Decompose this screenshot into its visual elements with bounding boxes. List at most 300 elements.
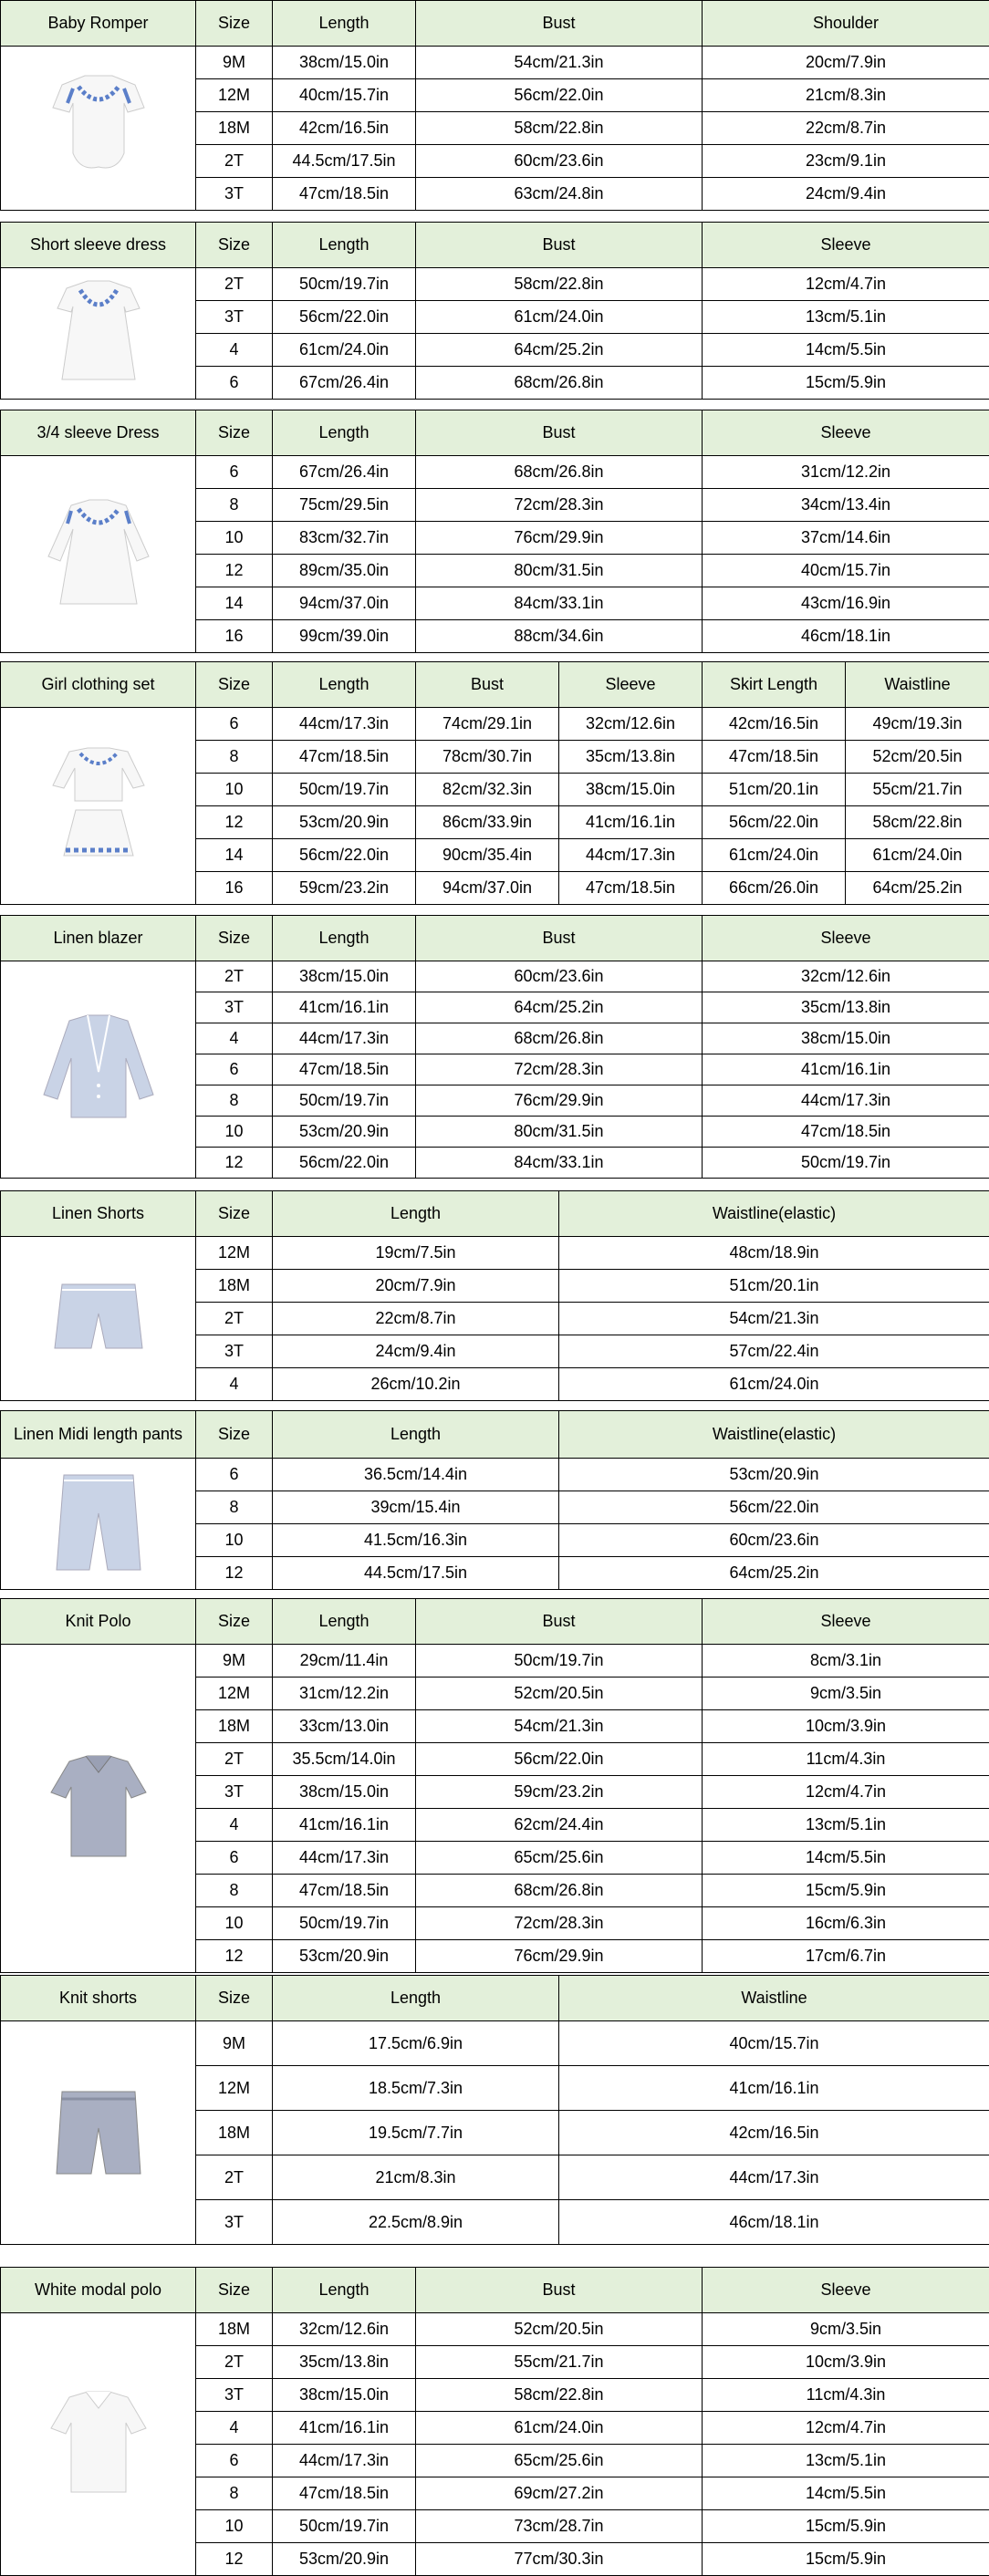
measurement-cell: 58cm/22.8in	[416, 2379, 703, 2412]
measurement-cell: 22cm/8.7in	[703, 112, 989, 145]
measurement-cell: 36.5cm/14.4in	[273, 1459, 559, 1491]
column-header-size: Size	[196, 1411, 273, 1459]
size-cell: 3T	[196, 301, 273, 334]
column-header-size: Size	[196, 916, 273, 961]
column-header-bust: Bust	[416, 410, 703, 456]
measurement-cell: 46cm/18.1in	[559, 2200, 989, 2245]
measurement-cell: 67cm/26.4in	[273, 367, 416, 400]
measurement-cell: 61cm/24.0in	[703, 839, 846, 872]
measurement-cell: 47cm/18.5in	[703, 1117, 989, 1148]
measurement-cell: 32cm/12.6in	[559, 708, 703, 741]
size-cell: 2T	[196, 145, 273, 178]
size-cell: 3T	[196, 992, 273, 1023]
size-cell: 8	[196, 741, 273, 774]
measurement-cell: 40cm/15.7in	[703, 555, 989, 587]
measurement-cell: 94cm/37.0in	[416, 872, 559, 905]
measurement-cell: 47cm/18.5in	[703, 741, 846, 774]
measurement-cell: 32cm/12.6in	[703, 961, 989, 992]
measurement-cell: 57cm/22.4in	[559, 1335, 989, 1368]
measurement-cell: 13cm/5.1in	[703, 2445, 989, 2477]
measurement-cell: 44cm/17.3in	[273, 2445, 416, 2477]
table-header-row	[1, 916, 989, 961]
size-cell: 18M	[196, 1710, 273, 1743]
column-header-bust: Bust	[416, 1, 703, 47]
column-header-bust: Bust	[416, 662, 559, 708]
size-cell: 12M	[196, 1678, 273, 1710]
table-header-row	[1, 1, 989, 47]
measurement-cell: 9cm/3.5in	[703, 2313, 989, 2346]
table-header-row	[1, 223, 989, 268]
size-cell: 4	[196, 334, 273, 367]
column-header-shoulder: Shoulder	[703, 1, 989, 47]
measurement-cell: 9cm/3.5in	[703, 1678, 989, 1710]
size-cell: 6	[196, 1842, 273, 1875]
measurement-cell: 13cm/5.1in	[703, 1809, 989, 1842]
measurement-cell: 48cm/18.9in	[559, 1237, 989, 1270]
measurement-cell: 53cm/20.9in	[559, 1459, 989, 1491]
measurement-cell: 52cm/20.5in	[416, 1678, 703, 1710]
product-name: Linen Midi length pants	[1, 1411, 196, 1459]
measurement-cell: 44.5cm/17.5in	[273, 1557, 559, 1590]
size-cell: 10	[196, 522, 273, 555]
size-cell: 6	[196, 456, 273, 489]
measurement-cell: 76cm/29.9in	[416, 1940, 703, 1973]
table-row	[1, 2313, 989, 2346]
measurement-cell: 78cm/30.7in	[416, 741, 559, 774]
measurement-cell: 56cm/22.0in	[703, 806, 846, 839]
measurement-cell: 38cm/15.0in	[273, 2379, 416, 2412]
measurement-cell: 59cm/23.2in	[273, 872, 416, 905]
size-cell: 9M	[196, 1645, 273, 1678]
column-header-waistline: Waistline	[559, 1976, 989, 2021]
table-header-row	[1, 1191, 989, 1237]
measurement-cell: 47cm/18.5in	[273, 1875, 416, 1907]
measurement-cell: 33cm/13.0in	[273, 1710, 416, 1743]
table-header-row	[1, 1411, 989, 1459]
measurement-cell: 15cm/5.9in	[703, 2543, 989, 2576]
column-header-size: Size	[196, 410, 273, 456]
measurement-cell: 80cm/31.5in	[416, 555, 703, 587]
size-cell: 8	[196, 1085, 273, 1117]
column-header-waistline-elastic: Waistline(elastic)	[559, 1411, 989, 1459]
column-header-waistline-elastic: Waistline(elastic)	[559, 1191, 989, 1237]
measurement-cell: 82cm/32.3in	[416, 774, 559, 806]
size-cell: 10	[196, 2510, 273, 2543]
size-cell: 4	[196, 1368, 273, 1401]
measurement-cell: 64cm/25.2in	[846, 872, 989, 905]
measurement-cell: 61cm/24.0in	[559, 1368, 989, 1401]
measurement-cell: 47cm/18.5in	[273, 178, 416, 211]
measurement-cell: 68cm/26.8in	[416, 367, 703, 400]
product-name: White modal polo	[1, 2268, 196, 2313]
measurement-cell: 24cm/9.4in	[273, 1335, 559, 1368]
size-cell: 4	[196, 1809, 273, 1842]
measurement-cell: 53cm/20.9in	[273, 806, 416, 839]
column-header-sleeve: Sleeve	[559, 662, 703, 708]
measurement-cell: 55cm/21.7in	[416, 2346, 703, 2379]
measurement-cell: 20cm/7.9in	[273, 1270, 559, 1303]
measurement-cell: 68cm/26.8in	[416, 456, 703, 489]
measurement-cell: 42cm/16.5in	[703, 708, 846, 741]
measurement-cell: 19cm/7.5in	[273, 1237, 559, 1270]
measurement-cell: 29cm/11.4in	[273, 1645, 416, 1678]
product-name: Linen blazer	[1, 916, 196, 961]
measurement-cell: 67cm/26.4in	[273, 456, 416, 489]
baby-romper-photo	[1, 47, 196, 211]
measurement-cell: 76cm/29.9in	[416, 1085, 703, 1117]
measurement-cell: 50cm/19.7in	[273, 1907, 416, 1940]
table-row	[1, 708, 989, 741]
short-sleeve-dress-photo	[1, 268, 196, 400]
column-header-length: Length	[273, 2268, 416, 2313]
measurement-cell: 14cm/5.5in	[703, 1842, 989, 1875]
size-cell: 18M	[196, 1270, 273, 1303]
measurement-cell: 14cm/5.5in	[703, 334, 989, 367]
product-name: Girl clothing set	[1, 662, 196, 708]
column-header-bust: Bust	[416, 223, 703, 268]
table-row	[1, 47, 989, 79]
measurement-cell: 10cm/3.9in	[703, 2346, 989, 2379]
measurement-cell: 19.5cm/7.7in	[273, 2111, 559, 2155]
table-header-row	[1, 1976, 989, 2021]
column-header-length: Length	[273, 1, 416, 47]
product-name: 3/4 sleeve Dress	[1, 410, 196, 456]
measurement-cell: 84cm/33.1in	[416, 1148, 703, 1179]
size-cell: 6	[196, 1054, 273, 1085]
measurement-cell: 44cm/17.3in	[273, 1023, 416, 1054]
column-header-skirt-length: Skirt Length	[703, 662, 846, 708]
measurement-cell: 58cm/22.8in	[416, 112, 703, 145]
measurement-cell: 41cm/16.1in	[703, 1054, 989, 1085]
measurement-cell: 47cm/18.5in	[273, 741, 416, 774]
measurement-cell: 13cm/5.1in	[703, 301, 989, 334]
table-row	[1, 2021, 989, 2066]
knit-shorts-photo	[1, 2021, 196, 2245]
measurement-cell: 44cm/17.3in	[559, 2155, 989, 2200]
measurement-cell: 69cm/27.2in	[416, 2477, 703, 2510]
measurement-cell: 34cm/13.4in	[703, 489, 989, 522]
measurement-cell: 84cm/33.1in	[416, 587, 703, 620]
measurement-cell: 50cm/19.7in	[273, 1085, 416, 1117]
table-header-row	[1, 1599, 989, 1645]
measurement-cell: 26cm/10.2in	[273, 1368, 559, 1401]
measurement-cell: 49cm/19.3in	[846, 708, 989, 741]
size-cell: 2T	[196, 2346, 273, 2379]
column-header-size: Size	[196, 662, 273, 708]
measurement-cell: 31cm/12.2in	[273, 1678, 416, 1710]
measurement-cell: 40cm/15.7in	[273, 79, 416, 112]
size-cell: 8	[196, 1875, 273, 1907]
measurement-cell: 56cm/22.0in	[273, 301, 416, 334]
measurement-cell: 35.5cm/14.0in	[273, 1743, 416, 1776]
measurement-cell: 41cm/16.1in	[559, 2066, 989, 2111]
column-header-length: Length	[273, 916, 416, 961]
table-header-row	[1, 662, 989, 708]
column-header-sleeve: Sleeve	[703, 916, 989, 961]
measurement-cell: 66cm/26.0in	[703, 872, 846, 905]
measurement-cell: 94cm/37.0in	[273, 587, 416, 620]
column-header-size: Size	[196, 223, 273, 268]
measurement-cell: 88cm/34.6in	[416, 620, 703, 653]
column-header-length: Length	[273, 1191, 559, 1237]
measurement-cell: 20cm/7.9in	[703, 47, 989, 79]
measurement-cell: 61cm/24.0in	[273, 334, 416, 367]
measurement-cell: 56cm/22.0in	[273, 839, 416, 872]
table-header-row	[1, 2268, 989, 2313]
measurement-cell: 53cm/20.9in	[273, 2543, 416, 2576]
product-name: Linen Shorts	[1, 1191, 196, 1237]
linen-blazer-photo	[1, 961, 196, 1179]
measurement-cell: 35cm/13.8in	[703, 992, 989, 1023]
size-cell: 16	[196, 620, 273, 653]
measurement-cell: 54cm/21.3in	[416, 47, 703, 79]
size-cell: 3T	[196, 2200, 273, 2245]
measurement-cell: 86cm/33.9in	[416, 806, 559, 839]
column-header-length: Length	[273, 410, 416, 456]
measurement-cell: 56cm/22.0in	[559, 1491, 989, 1524]
size-cell: 12	[196, 555, 273, 587]
measurement-cell: 61cm/24.0in	[416, 301, 703, 334]
size-cell: 10	[196, 1117, 273, 1148]
size-cell: 10	[196, 1907, 273, 1940]
measurement-cell: 83cm/32.7in	[273, 522, 416, 555]
measurement-cell: 21cm/8.3in	[273, 2155, 559, 2200]
measurement-cell: 72cm/28.3in	[416, 1907, 703, 1940]
column-header-length: Length	[273, 1411, 559, 1459]
measurement-cell: 44cm/17.3in	[703, 1085, 989, 1117]
measurement-cell: 47cm/18.5in	[273, 2477, 416, 2510]
measurement-cell: 46cm/18.1in	[703, 620, 989, 653]
measurement-cell: 41.5cm/16.3in	[273, 1524, 559, 1557]
measurement-cell: 73cm/28.7in	[416, 2510, 703, 2543]
measurement-cell: 61cm/24.0in	[846, 839, 989, 872]
product-name: Short sleeve dress	[1, 223, 196, 268]
garment-illustration	[35, 1747, 162, 1870]
measurement-cell: 31cm/12.2in	[703, 456, 989, 489]
linen-midi-pants-photo	[1, 1459, 196, 1590]
column-header-sleeve: Sleeve	[703, 1599, 989, 1645]
measurement-cell: 64cm/25.2in	[416, 334, 703, 367]
column-header-bust: Bust	[416, 1599, 703, 1645]
measurement-cell: 60cm/23.6in	[416, 961, 703, 992]
measurement-cell: 58cm/22.8in	[416, 268, 703, 301]
size-cell: 8	[196, 1491, 273, 1524]
measurement-cell: 51cm/20.1in	[559, 1270, 989, 1303]
measurement-cell: 41cm/16.1in	[273, 992, 416, 1023]
garment-illustration	[35, 1257, 162, 1380]
knit-polo-photo	[1, 1645, 196, 1973]
measurement-cell: 54cm/21.3in	[416, 1710, 703, 1743]
size-cell: 6	[196, 708, 273, 741]
column-header-waistline: Waistline	[846, 662, 989, 708]
column-header-size: Size	[196, 2268, 273, 2313]
measurement-cell: 64cm/25.2in	[559, 1557, 989, 1590]
measurement-cell: 41cm/16.1in	[273, 2412, 416, 2445]
column-header-sleeve: Sleeve	[703, 223, 989, 268]
table-header-row	[1, 410, 989, 456]
measurement-cell: 38cm/15.0in	[703, 1023, 989, 1054]
measurement-cell: 42cm/16.5in	[273, 112, 416, 145]
column-header-sleeve: Sleeve	[703, 2268, 989, 2313]
size-cell: 12	[196, 1940, 273, 1973]
garment-illustration	[35, 67, 162, 190]
measurement-cell: 68cm/26.8in	[416, 1023, 703, 1054]
measurement-cell: 38cm/15.0in	[273, 1776, 416, 1809]
measurement-cell: 99cm/39.0in	[273, 620, 416, 653]
measurement-cell: 38cm/15.0in	[559, 774, 703, 806]
size-cell: 4	[196, 2412, 273, 2445]
table-row	[1, 1645, 989, 1678]
size-cell: 12	[196, 806, 273, 839]
measurement-cell: 14cm/5.5in	[703, 2477, 989, 2510]
size-cell: 10	[196, 774, 273, 806]
table-row	[1, 1237, 989, 1270]
measurement-cell: 56cm/22.0in	[416, 79, 703, 112]
size-cell: 12M	[196, 2066, 273, 2111]
measurement-cell: 75cm/29.5in	[273, 489, 416, 522]
measurement-cell: 68cm/26.8in	[416, 1875, 703, 1907]
size-cell: 2T	[196, 1743, 273, 1776]
measurement-cell: 15cm/5.9in	[703, 367, 989, 400]
measurement-cell: 90cm/35.4in	[416, 839, 559, 872]
measurement-cell: 22cm/8.7in	[273, 1303, 559, 1335]
size-cell: 3T	[196, 1776, 273, 1809]
garment-illustration	[35, 2072, 162, 2195]
white-modal-polo-photo	[1, 2313, 196, 2576]
measurement-cell: 56cm/22.0in	[273, 1148, 416, 1179]
measurement-cell: 44.5cm/17.5in	[273, 145, 416, 178]
column-header-length: Length	[273, 1599, 416, 1645]
measurement-cell: 44cm/17.3in	[273, 708, 416, 741]
size-cell: 6	[196, 367, 273, 400]
measurement-cell: 58cm/22.8in	[846, 806, 989, 839]
measurement-cell: 16cm/6.3in	[703, 1907, 989, 1940]
garment-illustration	[35, 272, 162, 395]
measurement-cell: 54cm/21.3in	[559, 1303, 989, 1335]
measurement-cell: 17.5cm/6.9in	[273, 2021, 559, 2066]
size-cell: 12	[196, 1557, 273, 1590]
size-cell: 12	[196, 2543, 273, 2576]
measurement-cell: 60cm/23.6in	[559, 1524, 989, 1557]
garment-illustration	[35, 2383, 162, 2506]
size-cell: 2T	[196, 268, 273, 301]
column-header-size: Size	[196, 1976, 273, 2021]
size-cell: 9M	[196, 2021, 273, 2066]
measurement-cell: 23cm/9.1in	[703, 145, 989, 178]
measurement-cell: 22.5cm/8.9in	[273, 2200, 559, 2245]
measurement-cell: 37cm/14.6in	[703, 522, 989, 555]
three-quarter-sleeve-dress-photo	[1, 456, 196, 653]
measurement-cell: 65cm/25.6in	[416, 1842, 703, 1875]
measurement-cell: 32cm/12.6in	[273, 2313, 416, 2346]
garment-illustration	[35, 1462, 162, 1585]
measurement-cell: 41cm/16.1in	[559, 806, 703, 839]
product-name: Knit Polo	[1, 1599, 196, 1645]
measurement-cell: 51cm/20.1in	[703, 774, 846, 806]
measurement-cell: 39cm/15.4in	[273, 1491, 559, 1524]
size-cell: 10	[196, 1524, 273, 1557]
measurement-cell: 44cm/17.3in	[273, 1842, 416, 1875]
measurement-cell: 62cm/24.4in	[416, 1809, 703, 1842]
measurement-cell: 21cm/8.3in	[703, 79, 989, 112]
size-cell: 9M	[196, 47, 273, 79]
measurement-cell: 59cm/23.2in	[416, 1776, 703, 1809]
measurement-cell: 42cm/16.5in	[559, 2111, 989, 2155]
size-cell: 14	[196, 587, 273, 620]
column-header-length: Length	[273, 1976, 559, 2021]
measurement-cell: 38cm/15.0in	[273, 47, 416, 79]
column-header-bust: Bust	[416, 916, 703, 961]
size-cell: 3T	[196, 2379, 273, 2412]
product-name: Knit shorts	[1, 1976, 196, 2021]
table-row	[1, 456, 989, 489]
linen-shorts-photo	[1, 1237, 196, 1401]
column-header-sleeve: Sleeve	[703, 410, 989, 456]
measurement-cell: 47cm/18.5in	[559, 872, 703, 905]
measurement-cell: 44cm/17.3in	[559, 839, 703, 872]
measurement-cell: 50cm/19.7in	[273, 2510, 416, 2543]
size-cell: 2T	[196, 2155, 273, 2200]
measurement-cell: 41cm/16.1in	[273, 1809, 416, 1842]
measurement-cell: 53cm/20.9in	[273, 1117, 416, 1148]
measurement-cell: 12cm/4.7in	[703, 2412, 989, 2445]
measurement-cell: 63cm/24.8in	[416, 178, 703, 211]
measurement-cell: 53cm/20.9in	[273, 1940, 416, 1973]
measurement-cell: 17cm/6.7in	[703, 1940, 989, 1973]
measurement-cell: 15cm/5.9in	[703, 2510, 989, 2543]
measurement-cell: 24cm/9.4in	[703, 178, 989, 211]
measurement-cell: 50cm/19.7in	[416, 1645, 703, 1678]
measurement-cell: 47cm/18.5in	[273, 1054, 416, 1085]
size-cell: 4	[196, 1023, 273, 1054]
size-cell: 8	[196, 489, 273, 522]
measurement-cell: 43cm/16.9in	[703, 587, 989, 620]
measurement-cell: 50cm/19.7in	[703, 1148, 989, 1179]
measurement-cell: 35cm/13.8in	[559, 741, 703, 774]
measurement-cell: 40cm/15.7in	[559, 2021, 989, 2066]
measurement-cell: 11cm/4.3in	[703, 1743, 989, 1776]
column-header-size: Size	[196, 1, 273, 47]
size-cell: 2T	[196, 1303, 273, 1335]
size-cell: 18M	[196, 2313, 273, 2346]
measurement-cell: 61cm/24.0in	[416, 2412, 703, 2445]
measurement-cell: 52cm/20.5in	[846, 741, 989, 774]
size-cell: 12M	[196, 1237, 273, 1270]
column-header-length: Length	[273, 223, 416, 268]
size-cell: 12	[196, 1148, 273, 1179]
measurement-cell: 11cm/4.3in	[703, 2379, 989, 2412]
measurement-cell: 52cm/20.5in	[416, 2313, 703, 2346]
column-header-length: Length	[273, 662, 416, 708]
measurement-cell: 65cm/25.6in	[416, 2445, 703, 2477]
measurement-cell: 12cm/4.7in	[703, 1776, 989, 1809]
column-header-size: Size	[196, 1599, 273, 1645]
size-cell: 18M	[196, 112, 273, 145]
garment-illustration	[35, 1008, 162, 1131]
measurement-cell: 10cm/3.9in	[703, 1710, 989, 1743]
measurement-cell: 72cm/28.3in	[416, 489, 703, 522]
product-name: Baby Romper	[1, 1, 196, 47]
size-cell: 8	[196, 2477, 273, 2510]
measurement-cell: 18.5cm/7.3in	[273, 2066, 559, 2111]
size-cell: 6	[196, 2445, 273, 2477]
measurement-cell: 12cm/4.7in	[703, 268, 989, 301]
measurement-cell: 74cm/29.1in	[416, 708, 559, 741]
table-row	[1, 961, 989, 992]
size-cell: 18M	[196, 2111, 273, 2155]
measurement-cell: 50cm/19.7in	[273, 774, 416, 806]
column-header-size: Size	[196, 1191, 273, 1237]
